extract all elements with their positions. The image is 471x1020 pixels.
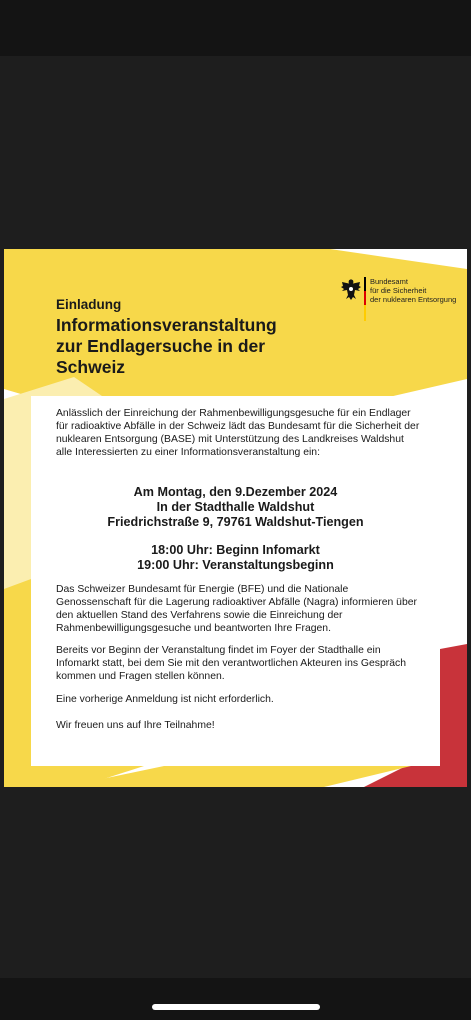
logo-wordmark [370, 277, 456, 304]
event-address: Friedrichstraße 9, 79761 Waldshut-Tiengen [107, 515, 364, 529]
event-date: Am Montag, den 9.Dezember 2024 [133, 485, 338, 499]
intro-paragraph: Anlässlich der Einreichung der Rahmenbewilligungsgesuche für ein Endlager für radioaktive Abfälle in der Schweiz lädt das Bundesamt für die Sicherheit der nuklearen Entsorgung (BASE) mit Unterstützung des Landkreises Waldshut alle Interessierten zu einer Informationsveranstaltung ein: [56, 408, 420, 458]
base-logo [340, 275, 465, 323]
event-venue: In der Stadthalle Waldshut [156, 500, 315, 514]
closing-line: Wir freuen uns auf Ihre Teilnahme! [56, 720, 215, 731]
logo-line-3: der nuklearen Entsorgung [370, 295, 457, 304]
registration-note: Eine vorherige Anmeldung ist nicht erforderlich. [56, 694, 274, 705]
federal-eagle-icon [340, 277, 362, 301]
logo-line-1: Bundesamt [370, 277, 408, 286]
title-line-3: Schweiz [56, 357, 126, 377]
title-line-1: Informationsveranstaltung [56, 315, 277, 335]
logo-line-2: für die Sicherheit [370, 286, 427, 295]
content-card [31, 396, 440, 766]
eyebrow-label: Einladung [56, 297, 122, 312]
invitation-flyer [4, 249, 467, 787]
bottom-bar [0, 978, 471, 1020]
event-time-start: 19:00 Uhr: Veranstaltungsbeginn [137, 558, 334, 572]
infomarkt-paragraph: Bereits vor Beginn der Veranstaltung findet im Foyer der Stadthalle ein Infomarkt statt, bei dem Sie mit den verantwortlichen Akteuren ins Gespräch kommen und Fragen stellen können. [56, 645, 406, 682]
home-indicator[interactable] [152, 1004, 320, 1010]
event-time-infomarkt: 18:00 Uhr: Beginn Infomarkt [151, 543, 320, 557]
title-line-2: zur Endlagersuche in der [56, 336, 266, 356]
info-paragraph: Das Schweizer Bundesamt für Energie (BFE) und die Nationale Genossenschaft für die Lagerung radioaktiver Abfälle (Nagra) informieren über den aktuellen Stand des Verfahrens sowie die Einreichung der Rahmenbewilligungsgesuche und beantworten Ihre Fragen. [56, 584, 417, 634]
top-bar [0, 0, 471, 56]
page-title [56, 315, 316, 378]
